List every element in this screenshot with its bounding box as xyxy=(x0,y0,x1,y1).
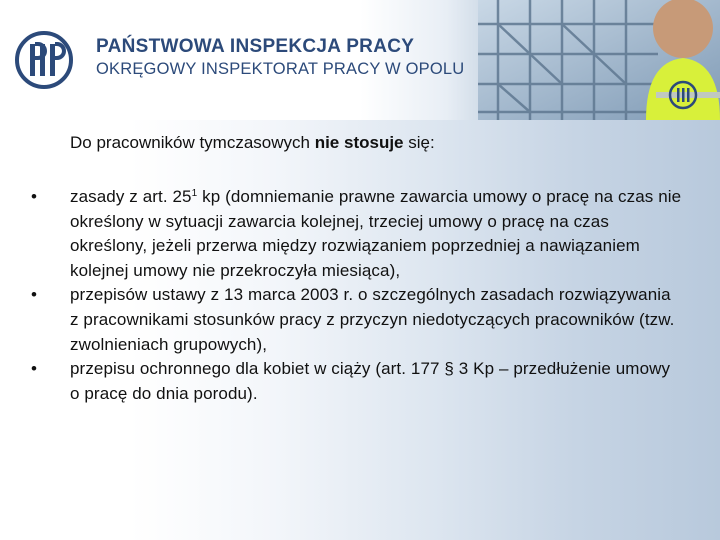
intro-pre: Do pracowników tymczasowych xyxy=(70,133,315,152)
list-item xyxy=(24,283,684,357)
bullet-marker: • xyxy=(30,359,38,379)
scaffolding-worker-image xyxy=(478,0,720,120)
bullet-text xyxy=(70,185,684,283)
bullet-text: przepisów ustawy z 13 marca 2003 r. o szczególnych zasadach rozwiązywania z pracownikami stosunków pracy z przyczyn niedotyczących pracowników (tzw. zwolnieniach grupowych), xyxy=(70,285,675,354)
intro-emphasis: nie stosuje xyxy=(314,133,404,152)
inspectorate-name: OKRĘGOWY INSPEKTORAT PRACY W OPOLU xyxy=(96,60,465,78)
superscript: 1 xyxy=(191,188,198,199)
intro-post: się: xyxy=(403,133,435,152)
bullet-marker: • xyxy=(30,285,38,305)
bullet-text-start: zasady z art. 25 xyxy=(70,187,192,206)
exclusions-list xyxy=(24,185,684,406)
intro-text xyxy=(70,133,435,153)
list-item xyxy=(24,357,684,406)
bullet-marker: • xyxy=(30,187,38,206)
bullet-text: przepisu ochronnego dla kobiet w ciąży (art. 177 § 3 Kp – przedłużenie umowy o pracę do dnia porodu). xyxy=(70,359,671,403)
bullet-text-rest: kp (domniemanie prawne zawarcia umowy o pracę na czas nie określony w sytuacji zawarcia kolejnej, trzeciej umowy o pracę na czas określony, jeżeli przerwa między rozwiązaniem poprzedniej a nawiązaniem kolejnej umowy nie przekroczyła miesiąca), xyxy=(70,187,682,280)
list-item xyxy=(24,185,684,283)
institution-name: PAŃSTWOWA INSPEKCJA PRACY xyxy=(96,36,415,57)
pip-logo-icon xyxy=(14,30,74,90)
header-photo xyxy=(478,0,720,120)
slide-header xyxy=(0,0,720,120)
